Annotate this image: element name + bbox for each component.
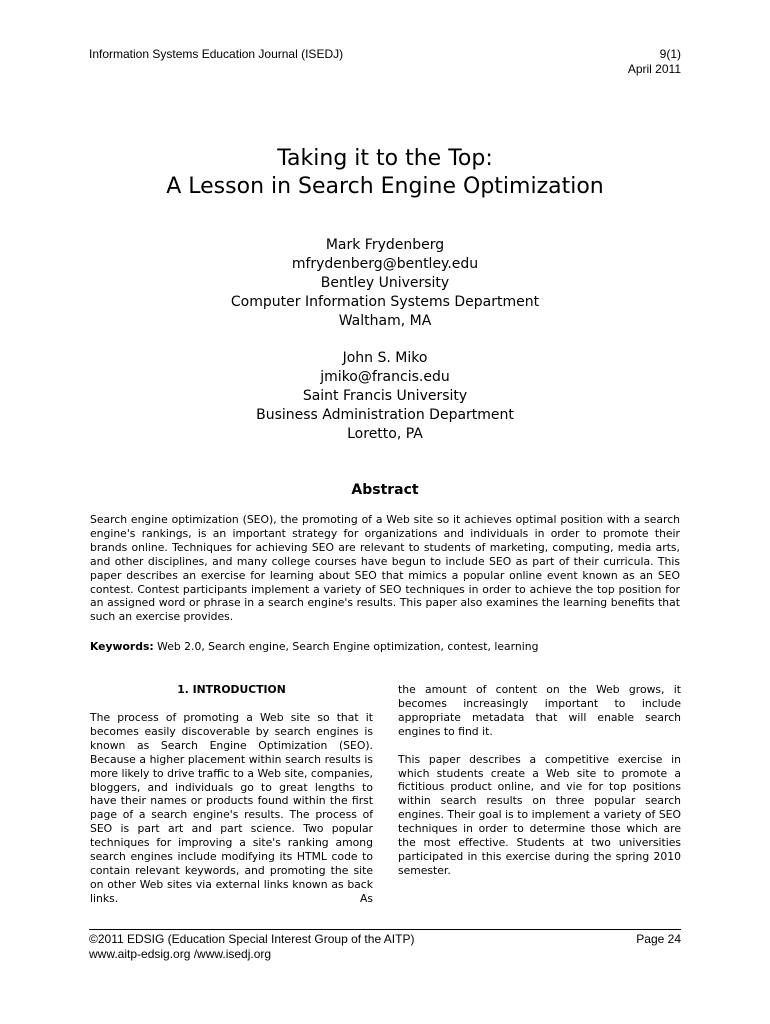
paper-title-line-1: Taking it to the Top: [277,146,493,171]
intro-paragraph-3: This paper describes a competitive exercise in which students create a Web site to promote a fictitious product online, and vie for top positions within search results on three popular search engines. Their goal is to implement a variety of SEO techniques in order to determine those which are the most effective. Students at two universities participated in this exercise during the spring 2010 semester. [398,752,681,877]
issue-volume: 9(1) [659,47,681,61]
section-heading-introduction: 1. INTRODUCTION [177,683,286,696]
footer-left [89,932,414,962]
author-block-1 [0,236,770,331]
keywords-text: Web 2.0, Search engine, Search Engine optimization, contest, learning [157,640,539,653]
keywords-label: Keywords: [90,640,154,653]
author-location: Waltham, MA [338,313,432,329]
footer-copyright: ©2011 EDSIG (Education Special Interest Group of the AITP) [89,932,415,946]
author-institution: Saint Francis University [302,388,468,404]
right-column [398,683,681,892]
author-name: Mark Frydenberg [325,237,445,253]
footer-urls: www.aitp-edsig.org /www.isedj.org [89,947,272,961]
intro-paragraph-2: the amount of content on the Web grows, it becomes increasingly important to include appropriate metadata that will enable search engines to find it. [398,683,681,738]
footer-page-number: Page 24 [636,932,681,946]
author-department: Business Administration Department [256,407,514,423]
left-column [90,683,373,920]
author-department: Computer Information Systems Department [230,294,540,310]
issue-date: April 2011 [627,62,681,76]
abstract-text: Search engine optimization (SEO), the promoting of a Web site so it achieves optimal position with a search engine's rankings, is an important strategy for organizations and individuals in order to promote their brands online. Techniques for achieving SEO are relevant to students of marketing, computing, media arts, and other disciplines, and many college courses have begun to include SEO as part of their curricula. This paper describes an exercise for learning about SEO that mimics a popular online event known as an SEO contest. Contest participants implement a variety of SEO techniques in order to achieve the top position for an assigned word or phrase in a search engine's results. This paper also examines the learning benefits that such an exercise provides. [90,513,680,624]
author-institution: Bentley University [320,275,450,291]
abstract-heading: Abstract [351,482,419,498]
running-header-issue [628,47,681,77]
footer-divider [89,929,681,930]
author-location: Loretto, PA [347,426,423,442]
keywords-line [90,640,680,654]
running-header-journal: Information Systems Education Journal (ISEDJ) [89,47,344,61]
author-email: mfrydenberg@bentley.edu [291,256,479,272]
author-block-2 [0,349,770,444]
paper-title-line-2: A Lesson in Search Engine Optimization [166,174,604,199]
intro-paragraph-1: The process of promoting a Web site so that it becomes easily discoverable by search engines is known as Search Engine Optimization (SEO). Because a higher placement within search results is more likely to drive traffic to a Web site, companies, bloggers, and individuals go to great lengths to have their names or products found within the first page of a search engine's results. The process of SEO is part art and part science. Two popular techniques for improving a site's ranking among search engines include modifying its HTML code to contain relevant keywords, and promoting the site on other Web sites via external links known as back links. As [90,711,373,905]
author-email: jmiko@francis.edu [320,369,450,385]
author-name: John S. Miko [342,350,428,366]
